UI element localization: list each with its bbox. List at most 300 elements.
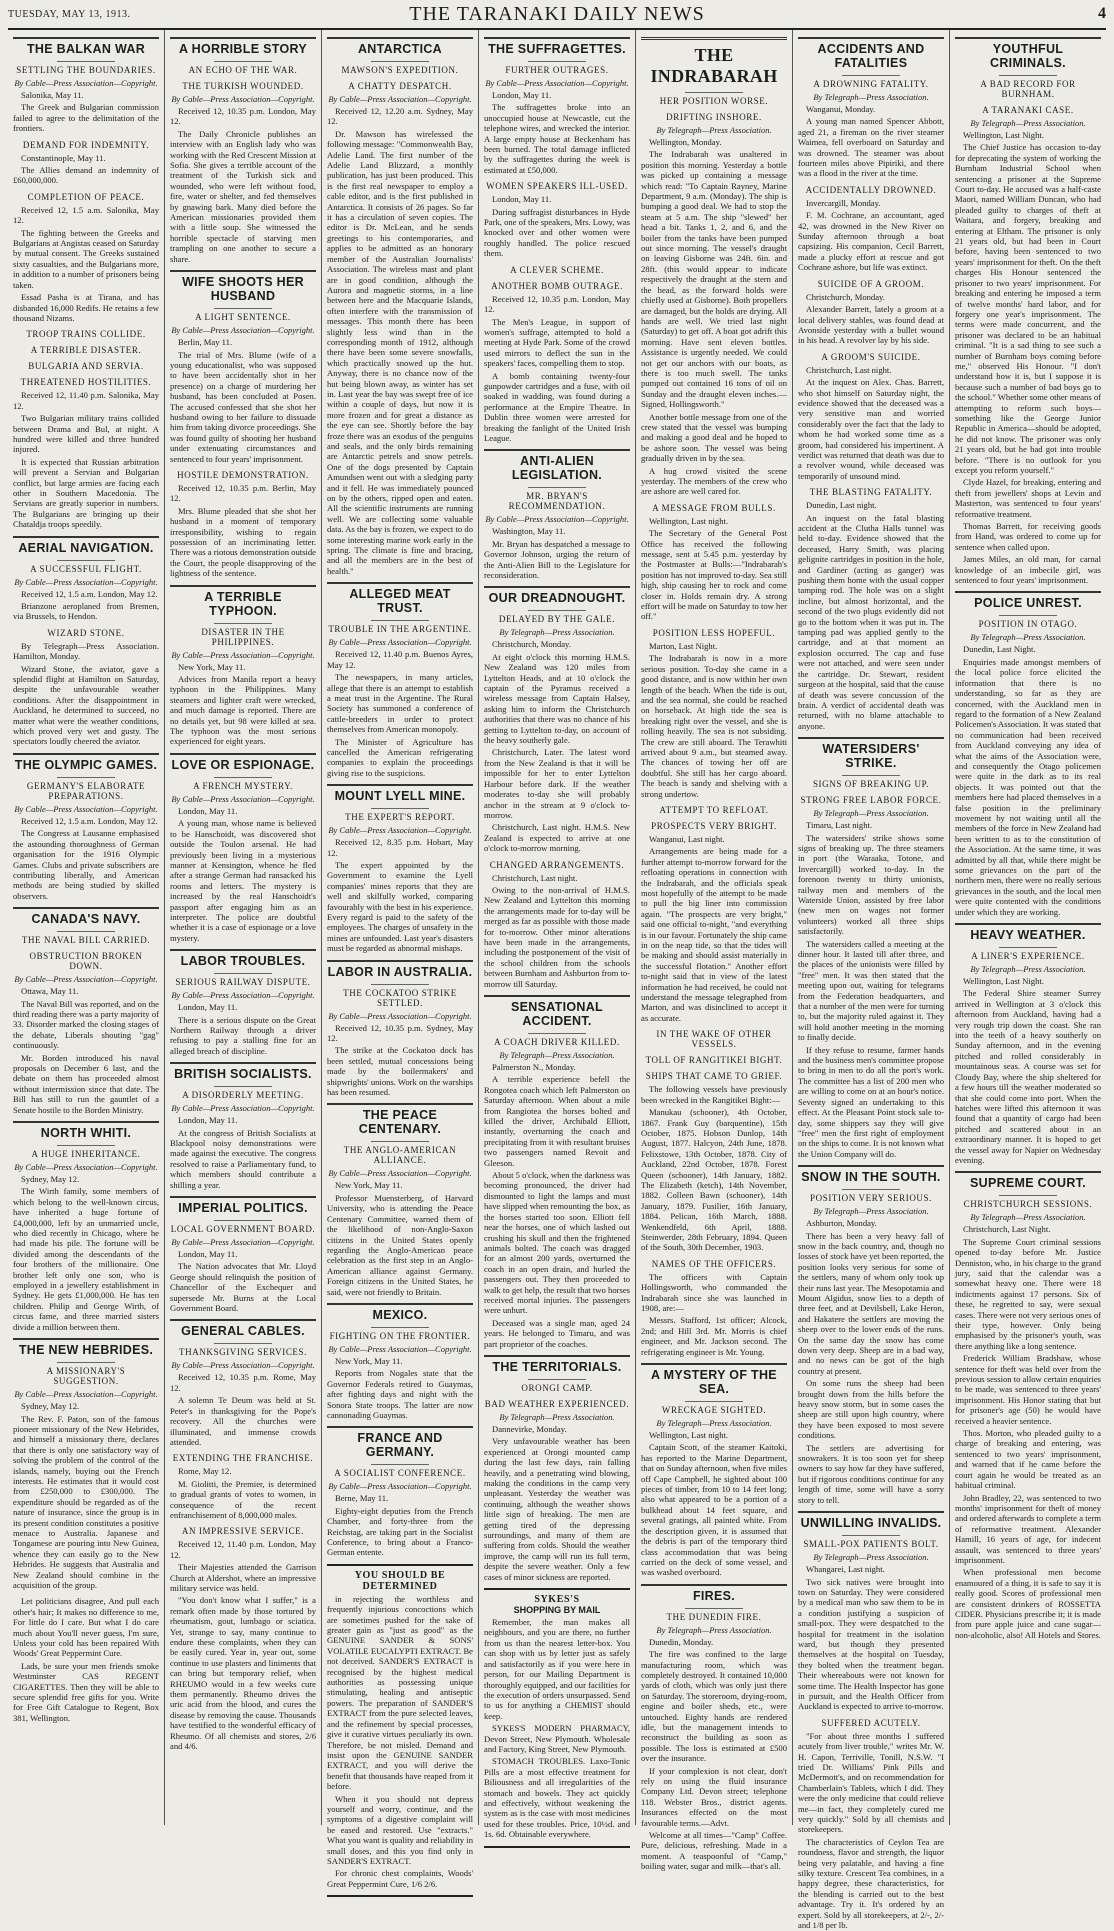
article-paragraph: Manukau (schooner), 4th October, 1867. Frank Guy (barquentine), 15th October, 1875. Hobson Dunlop, 14th August, 1877. Halcyon, 24th June, 1878. Felixstowe, 13th October, 1878. City of Auckland, 22nd October, 1878. Forest Queen (schooner), 14th January, 1882. The Elizabeth (ketch), 14th November, 1882. Colleen Bawn (schooner), 14th January, 1879. Fusilier, 16th January, 1884. Pelican, 16th March, 1888. Wenkendfeld, 6th April, 1888. Steinwerder, 28th February, 1894. Queen of the South, 30th December, 1903. bbox=[641, 1107, 787, 1253]
article-subhead: BULGARIA AND SERVIA. bbox=[28, 361, 144, 372]
article-paragraph: If they refuse to resume, farmer hands and the business men's committee propose to bring in men to do all the port's work. The committee has a list of 200 men who are willing to come on at an hour's notice. Seventy signed an undertaking to this effect. At the Pleasant Point stock sale to-day, some shippers say they will give "free" men the first right of employment on the ships to come. It is not known what the Union Company will do. bbox=[798, 1044, 944, 1159]
article-subhead: SIGNS OF BREAKING UP. bbox=[812, 779, 930, 790]
article-paragraph: Wellington, Last Night. bbox=[963, 976, 1044, 987]
article bbox=[170, 270, 316, 464]
headline-rule bbox=[842, 775, 900, 776]
article-subhead: FURTHER OUTRAGES. bbox=[505, 65, 609, 75]
article-subhead: THREATENED HOSTILITIES. bbox=[20, 377, 152, 388]
article-paragraph: Mr. Bryan has despatched a message to Governor Johnson, urging the return of the Anti-Alien Bill to the Legislature for reconsideration. bbox=[484, 538, 630, 580]
article-paragraph: The characteristics of Ceylon Tea are roundness, flavor and strength, the liquor being very palatable, and having a fine silky texture. Crescent Tea combines, in a happy degree, these characteristics, for the blending is carried out to the best advantage. Try it. It's ordered by an expert. Sold by all storekeepers, at 2/-, 2/- and 1/8 per lb. bbox=[798, 1836, 944, 1931]
article-subhead: HOSTILE DEMONSTRATION. bbox=[177, 469, 309, 480]
article bbox=[13, 907, 159, 945]
article bbox=[170, 1526, 316, 1751]
article-paragraph: Christchurch, Monday. bbox=[492, 639, 571, 650]
article-subhead: ACCIDENTALLY DROWNED. bbox=[805, 184, 937, 195]
article-subhead: ANOTHER BOMB OUTRAGE. bbox=[491, 280, 623, 291]
headline-rule bbox=[371, 984, 429, 985]
article-subhead: DEMAND FOR INDEMNITY. bbox=[22, 139, 150, 150]
article-paragraph: Dunedin, Last Night. bbox=[963, 644, 1036, 655]
article-dateline: By Cable—Press Association—Copyright. bbox=[328, 1343, 472, 1354]
article-paragraph: Sydney, May 12. bbox=[21, 1174, 80, 1184]
article bbox=[955, 105, 1101, 585]
article-paragraph: Arrangements are being made for a further attempt to-morrow forward for the refloating operations in connection with the Indrabarah, and the officials speak most hopefully of the attempt to be made to pull the big liner into commission again. "The prospects are very bright," said one official to-night, "and everything is in our favour. Fortunately the ship came in on the neap tide, so that the tides will be making and should assist materially in the successful flotation." Another effort to-night said that in view of the latest information he had received, he could not understand the message telegraphed from Marton, and was disinclined to accept it as accurate. bbox=[641, 846, 787, 1023]
article-subhead: THE BLASTING FATALITY. bbox=[809, 487, 933, 498]
article-dateline: By Cable—Press Association—Copyright. bbox=[14, 1389, 158, 1400]
article-paragraph: Wellington, Last Night. bbox=[963, 130, 1044, 140]
article bbox=[641, 1363, 787, 1578]
article-dateline: By Cable—Press Association—Copyright. bbox=[328, 1481, 472, 1492]
headline-rule bbox=[842, 75, 900, 76]
article bbox=[484, 1355, 630, 1393]
article-subhead: TOLL OF RANGITIKEI BIGHT. bbox=[645, 1055, 783, 1066]
article-paragraph: James Miles, an old man, for carnal knowledge of an imbecile girl, was sentenced to four years' imprisonment. bbox=[955, 554, 1101, 586]
article-paragraph: London, May 11. bbox=[492, 194, 552, 205]
article-paragraph: Received 12, 11.40 p.m. Salonika, May 12. bbox=[13, 390, 159, 411]
article-dateline: By Telegraph—Press Association. bbox=[499, 1050, 615, 1060]
article-paragraph: Brianzone aeroplaned from Bremen, via Brussels, to Hendon. bbox=[13, 601, 159, 622]
article-dateline: By Cable—Press Association—Copyright. bbox=[328, 94, 472, 104]
article-paragraph: Wizard Stone, the aviator, gave a splendid flight at Hamilton on Saturday, despite the unfavourable weather conditions. After the disappointment in Auckland, he determined to succeed, no matter what were the weather conditions, which proved very wet and gusty. The spectators loudly cheered the aviator. bbox=[13, 663, 159, 747]
article-paragraph: Christchurch, Monday. bbox=[806, 291, 885, 302]
article-subhead: ORONGI CAMP. bbox=[521, 1382, 593, 1393]
article bbox=[327, 1564, 473, 1897]
article-paragraph: Sydney, May 12. bbox=[21, 1401, 80, 1412]
article-subhead: POSITION IN OTAGO. bbox=[978, 619, 1078, 630]
article-dateline: By Cable—Press Association—Copyright. bbox=[328, 637, 472, 648]
article-paragraph: Messrs. Stafford, 1st officer; Alcock, 2nd; and Hill 3rd. Mr. Morris is chief engineer, and Mr. Jackson second. The refrigerating engineer is Mr. Young. bbox=[641, 1315, 787, 1357]
article-paragraph: The settlers are advertising for snowrakers. It is too soon yet for sheep owners to say how far they have suffered, but if rigorous conditions continue for any length of time, some will have a sorry story to tell. bbox=[798, 1442, 944, 1505]
article-dateline: By Telegraph—Press Association. bbox=[499, 627, 615, 638]
page-number: 4 bbox=[1098, 5, 1106, 22]
article-subhead: CHRISTCHURCH SESSIONS. bbox=[963, 1199, 1093, 1210]
article-subhead: WOMEN SPEAKERS ILL-USED. bbox=[486, 181, 628, 192]
news-column bbox=[165, 30, 322, 1825]
article-dateline: By Cable—Press Association—Copyright. bbox=[14, 803, 158, 814]
article-paragraph: Palmerston N., Monday. bbox=[492, 1062, 576, 1072]
article bbox=[484, 1588, 630, 1848]
issue-date: TUESDAY, MAY 13, 1913. bbox=[8, 8, 131, 20]
article bbox=[13, 377, 159, 529]
advertisement bbox=[484, 1588, 630, 1848]
article-paragraph: Invercargill, Monday. bbox=[806, 197, 881, 208]
article bbox=[13, 192, 159, 323]
article-paragraph: A hug crowd visited the scene yesterday. The members of the crew who are ashore are well cared for. bbox=[641, 465, 787, 497]
article-paragraph: Let politicians disagree, And pull each other's hair; It makes no difference to me, For little do I care. But what I do care much about You'll never guess, I'm sure, Unless your cold has been repaired With Woods' Great Peppermint Cure. bbox=[13, 1596, 159, 1659]
article-paragraph: Owing to the non-arrival of H.M.S. New Zealand and Lyttelton this morning the arrangements made for to-day will be merged as far as possible with those made for to-morrow. Other minor alterations have been made in the arrangements, including the postponement of the visit of the school children from the schools between Burnham and Ashburton from to-morrow till Saturday. bbox=[484, 884, 630, 989]
article-paragraph: If your complexion is not clear, don't rely on using the fluid insurance Company Ltd. Devon street; telephone 118. Webster Bros., district agents. Insurances effected on the most favourable terms.—Advt. bbox=[641, 1765, 787, 1828]
article-paragraph: Two Bulgarian military trains collided between Drama and Bul, at night. A hundred were killed and three hundred injured. bbox=[13, 413, 159, 455]
article-headline: THE TERRITORIALS. bbox=[484, 1355, 630, 1376]
article-subhead: A GROOM'S SUICIDE. bbox=[821, 351, 921, 362]
article bbox=[641, 1071, 787, 1253]
article bbox=[798, 279, 944, 346]
article-paragraph: The Daily Chronicle publishes an interview with an English lady who was working with the Red Crescent Mission at Sofia. She gives a terrible account of the treatment of the Turkish sick and wounded, who were left without food, fire, water or shelter, and fed themselves by gnawing bark. Many died before the American missionaries provided them with a little soup. She witnessed the horrible spectacle of starving men trampling on one another to secure a share. bbox=[170, 128, 316, 264]
article bbox=[798, 795, 944, 1159]
article-paragraph: Received 12, 10.35 p.m. Sydney, May 12. bbox=[327, 1022, 473, 1044]
article-paragraph: Welcome at all times—"Camp" Coffee. Pure, delicious, refreshing. Made in a moment. A teaspoonful of "Camp," boiling water, sugar and milk—that's all. bbox=[641, 1830, 787, 1872]
article bbox=[798, 185, 944, 273]
article-paragraph: It is expected that Russian arbitration will prevent a Servian and Bulgarian conflict, but large armies are facing each other in Southern Macedonia. The Servians are greatly superior in numbers. The Bulgarians are bringing up their Chataldja troops speedily. bbox=[13, 456, 159, 530]
article-paragraph: Received 12, 11.40 p.m. London, May 12. bbox=[170, 1539, 316, 1560]
article-paragraph: Alexander Barrett, lately a groom at a local delivery stables, was found dead at Avonside yesterday with a bullet wound in his head. A revolver lay by his side. bbox=[798, 304, 944, 346]
article-paragraph: Christchurch, Last Night. bbox=[963, 1224, 1051, 1235]
article-headline: ANTI-ALIEN LEGISLATION. bbox=[484, 449, 630, 484]
newspaper-title: THE TARANAKI DAILY NEWS bbox=[409, 2, 705, 25]
article-subhead: IN THE WAKE OF OTHER VESSELS. bbox=[656, 1029, 772, 1050]
news-column bbox=[793, 30, 950, 1931]
ad-text: in rejecting the worthless and frequently injurious concoctions which are sometimes pushed for the sake of greater gain as "just as good" as the GENUINE SANDER & SONS' VOLATILE EUCALYPTI EXTRACT. Be not deceived. SANDER'S EXTRACT is recognised by the highest medical authorities as possessing unique stimulating, healing and antiseptic powers. The preparation of SANDER'S EXTRACT from the pure selected leaves, and the refinement by special processes, give it curative virtues peculiarly its own. Therefore, be not misled. Demand and insist upon the GENUINE SANDER EXTRACT, and you will derive the benefit that thousands have reaped from it before. bbox=[327, 1593, 473, 1792]
headline-rule bbox=[999, 615, 1057, 616]
article-subhead: A BAD RECORD FOR BURNHAM. bbox=[980, 79, 1076, 99]
headline-rule bbox=[214, 777, 272, 778]
article-subhead: DISASTER IN THE PHILIPPINES. bbox=[201, 626, 285, 647]
article-headline: YOUTHFUL CRIMINALS. bbox=[955, 37, 1101, 72]
article-paragraph: On some runs the sheep had been brought down from the hills before the heavy snow storm, but in some cases the sheep are still upon high country, where they have been exposed to most severe conditions. bbox=[798, 1378, 944, 1441]
article-paragraph: Rome, May 12. bbox=[178, 1466, 232, 1477]
article-paragraph: Ottawa, May 11. bbox=[21, 986, 79, 997]
article-paragraph: At the inquest on Alex. Chas. Barrett, who shot himself on Saturday night, the evidence showed that the deceased was a very sensitive man and worried considerably over the fact that the lady to whom he had worked some time as a groom, had considered his impertinent. A verdict was returned that death was due to a revolver wound, while deceased was temporarily of unsound mind. bbox=[798, 377, 944, 481]
article bbox=[798, 1165, 944, 1505]
article-headline: ANTARCTICA bbox=[327, 37, 473, 58]
article-paragraph: Received 12, 1.5 a.m. Salonika, May 12. bbox=[13, 204, 159, 226]
masthead bbox=[8, 0, 1106, 30]
article-dateline: By Telegraph—Press Association. bbox=[656, 1418, 772, 1429]
article-paragraph: Received 12, 8.35 p.m. Hobart, May 12. bbox=[327, 837, 473, 858]
article-headline: THE OLYMPIC GAMES. bbox=[13, 753, 159, 774]
article bbox=[955, 1171, 1101, 1640]
article-paragraph: Captain Scott, of the steamer Kaitoki, has reported to the Marine Department, that on Sunday afternoon, when five miles off Cape Campbell, he sighted about 100 pieces of timber, from 10 to 14 feet long; also what appeared to be a portion of a bulkhead about 14 feet square, and several gratings, all painted white. From the description given, it is assumed that the debris is part of the temporary third class accommodation that was being carried on the deck of some vessel, and was washed overboard. bbox=[641, 1442, 787, 1578]
headline-rule bbox=[214, 1086, 272, 1087]
article-paragraph: The suffragettes broke into an unoccupied house at Newcastle, cut the telephone wires, and wrecked the interior. A large empty house at Beckenham has been burned. The total damage inflicted by the suffragettes during the week is estimated at £50,000. bbox=[484, 102, 630, 175]
article bbox=[798, 487, 944, 731]
article bbox=[170, 1319, 316, 1447]
ad-text: When it you should not depress yourself and worry, continue, and the symptoms of a digestive complaint will be eased and restored. Use "extracts." What you want is quality and reliability in small doses, and this you find only in SANDER'S EXTRACT. bbox=[327, 1793, 473, 1866]
article-paragraph: A young man, whose name is believed to be Hanschoidt, was discovered shot outside the Toulon arsenal. He had previously been living in a mysterious manner at Kensington, whence he fled after a strange German had ransacked his rooms and letters. The mystery is increased by the real Hanschoidt's passport after engaging him as an interpreter. The police are doubtful whether it is a case of espionage or a love mystery. bbox=[170, 818, 316, 943]
headline-rule bbox=[685, 92, 743, 93]
article-headline: FRANCE AND GERMANY. bbox=[327, 1426, 473, 1461]
article-subhead: WRECKAGE SIGHTED. bbox=[661, 1405, 767, 1416]
article bbox=[327, 1103, 473, 1296]
article-subhead: NAMES OF THE OFFICERS. bbox=[651, 1258, 777, 1269]
article bbox=[327, 37, 473, 75]
article-subhead: A CLEVER SCHEME. bbox=[510, 264, 604, 275]
article-dateline: By Cable—Press Association—Copyright. bbox=[328, 1168, 472, 1179]
article-dateline: By Cable—Press Association—Copyright. bbox=[171, 325, 315, 336]
article-subhead: A TARANAKI CASE. bbox=[982, 105, 1074, 115]
article-headline: A HORRIBLE STORY bbox=[170, 37, 316, 58]
article-paragraph: London, May 11. bbox=[178, 805, 238, 816]
article-subhead: A MESSAGE FROM BULLS. bbox=[652, 502, 776, 513]
article-subhead: GERMANY'S ELABORATE PREPARATIONS. bbox=[26, 780, 146, 801]
ad-text: For chronic chest complaints, Woods' Great Peppermint Cure, 1/6 2/6. bbox=[327, 1868, 473, 1889]
article bbox=[170, 1196, 316, 1313]
article bbox=[13, 361, 159, 371]
article-paragraph: Dannevirke, Monday. bbox=[492, 1423, 567, 1434]
article-subhead: THE NAVAL BILL CARRIED. bbox=[21, 935, 151, 946]
article-paragraph: A young man named Spencer Abbott, aged 21, a fireman on the river steamer Waimea, fell overboard on Saturday and was drowned. The steamer was about fourteen miles above Pipiriki, and there was a flood in the river at the time. bbox=[798, 116, 944, 179]
article-paragraph: "For about three months I suffered acutely from liver trouble," writes Mr. W. H. Capon, Terriville, Tonill, N.S.W. "I tried Dr. Williams' Pink Pills and McDermott's, and on recommendation for Chamberlain's Tablets, which I did. They were the only medicine that could relieve me—in fact, they completely cured me very quickly." Sold by all chemists and storekeepers. bbox=[798, 1730, 944, 1835]
article-paragraph: Berne, May 11. bbox=[335, 1493, 389, 1504]
article-subhead: DRIFTING INSHORE. bbox=[666, 112, 762, 122]
article-subhead: TROOP TRAINS COLLIDE. bbox=[26, 329, 146, 340]
article-dateline: By Telegraph—Press Association. bbox=[813, 1206, 929, 1217]
article bbox=[484, 586, 630, 853]
article bbox=[327, 784, 473, 953]
advertisement bbox=[327, 1564, 473, 1897]
article-dateline: By Cable—Press Association—Copyright. bbox=[171, 94, 315, 104]
article-subhead: TROUBLE IN THE ARGENTINE. bbox=[328, 624, 472, 635]
headline-rule bbox=[999, 75, 1057, 76]
article-subhead: A LINER'S EXPERIENCE. bbox=[971, 951, 1085, 962]
news-column bbox=[322, 30, 479, 1889]
article-paragraph: The Chief Justice has occasion to-day for deprecating the system of working the Burnham Industrial School when sentencing a prisoner at the Supreme Court to-day. He accused was a half-caste Maori, named William Duncan, who had pleaded guilty to charges of theft at Waitara, and forgery, breaking and entering at Eltham. The prisoner is only 21 years old, but had been in Court before, having been sentenced to two years' imprisonment for theft. On the theft charges His Honour sentenced the prisoner to two years' imprisonment. For breaking and entering he imposed a term of twelve months' hard labor, and for forgery one year's imprisonment. The terms were made concurrent, and the prisoner was declared to be an habitual criminal. "It is a sad thing to see such a number of Burnham boys coming before me," observed His Honour. "I don't understand how it is, but I suppose it is because such a number of bad boys go to the school." Whether some other means of attempting to reform such boys—something like the George Junior Republic in America—should be adopted, he did not know. The prisoner was only 21 years old, but he had got into trouble before. "There is no outlook for you except you reform yourself." bbox=[955, 142, 1101, 475]
ad-title: SYKES'S bbox=[534, 1594, 580, 1606]
headline-rule bbox=[528, 610, 586, 611]
article-dateline: By Cable—Press Association—Copyright. bbox=[171, 793, 315, 804]
headline-rule bbox=[685, 1401, 743, 1402]
article-headline: CANADA'S NAVY. bbox=[13, 907, 159, 928]
article-headline: AERIAL NAVIGATION. bbox=[13, 536, 159, 557]
headline-rule bbox=[371, 61, 429, 62]
article-dateline: By Cable—Press Association—Copyright. bbox=[14, 974, 158, 985]
article-paragraph: Deceased was a single man, aged 24 years. He belonged to Timaru, and was part proprietor of the coaches. bbox=[484, 1317, 630, 1349]
article-paragraph: John Bradley, 22, was sentenced to two months' imprisonment for theft of money and ordered afterwards to complete a term of reformative treatment. Alexander Hamill, 16 years of age, for indecent assault, was sentenced to three years' imprisonment. bbox=[955, 1492, 1101, 1565]
article-headline: THE INDRABARAH bbox=[641, 37, 787, 89]
article-headline: OUR DREADNOUGHT. bbox=[484, 586, 630, 607]
article-paragraph: London, May 11. bbox=[178, 1249, 238, 1260]
article-subhead: COMPLETION OF PEACE. bbox=[27, 191, 145, 202]
article-dateline: By Telegraph—Press Association. bbox=[813, 92, 929, 102]
article-dateline: By Cable—Press Association—Copyright. bbox=[14, 576, 158, 587]
article-headline: MOUNT LYELL MINE. bbox=[327, 784, 473, 805]
article-paragraph: The Nation advocates that Mr. Lloyd George should relinquish the position of Chancellor of the Exchequer and supersede Mr. Burns at the Local Government Board. bbox=[170, 1261, 316, 1314]
article-dateline: By Cable—Press Association—Copyright. bbox=[171, 1237, 315, 1248]
article-paragraph: There has been a very heavy fall of snow in the back country, and, though no losses of stock have yet been reported, the position looks very serious for some of the settlers, many of whom only took up their runs last year. The Mesopotamia and Mount Algidus, snow lies to a depth of three feet, and at Devilsbell, Lake Heron, and Hakatere the settlers are moving the sheep over to the lower ends of the runs. On the same day the snow has come down very deep. Sheep are in a bad way, and no news can be got of the high country at present. bbox=[798, 1230, 944, 1376]
article bbox=[641, 112, 787, 497]
article-subhead: SERIOUS RAILWAY DISPUTE. bbox=[175, 977, 311, 988]
article-dateline: By Telegraph—Press Association. bbox=[499, 1411, 615, 1422]
article-paragraph: By Telegraph—Press Association. Hamilton, Monday. bbox=[13, 640, 159, 662]
article bbox=[170, 37, 316, 75]
article-subhead: SMALL-POX PATIENTS BOLT. bbox=[803, 1539, 939, 1550]
article-paragraph: The Congress at Lausanne emphasised the astounding thoroughness of German organisation for the 1916 Olympic Games. Clubs and private subscribers are contributing liberally, and American methods are being studied by skilled observers. bbox=[13, 828, 159, 901]
article-paragraph: Christchurch, Last night. H.M.S. New Zealand is expected to arrive at one o'clock to-morrow morning. bbox=[484, 822, 630, 854]
article-subhead: THE TURKISH WOUNDED. bbox=[182, 81, 304, 91]
article-headline: IMPERIAL POLITICS. bbox=[170, 1196, 316, 1217]
article-paragraph: Dunedin, Last night. bbox=[806, 500, 877, 511]
headline-rule bbox=[214, 1220, 272, 1221]
article-subhead: ATTEMPT TO REFLOAT. bbox=[659, 804, 769, 815]
article-paragraph: Christchurch, Later. The latest word from the New Zealand is that it will be impossible for her to enter Lyttelton Harbour before dark. If the weather moderates to-day she will probably anchor in the stream at 9 o'clock to-morrow. bbox=[484, 747, 630, 820]
article-subhead: A SOCIALIST CONFERENCE. bbox=[334, 1468, 466, 1479]
article-paragraph: Wellington, Last night. bbox=[649, 515, 729, 526]
article bbox=[13, 628, 159, 747]
article bbox=[955, 923, 1101, 1165]
article-paragraph: Christchurch, Last night. bbox=[492, 872, 578, 883]
article bbox=[13, 1338, 159, 1590]
article-paragraph: Very unfavourable weather has been experienced at Orongi mounted camp during the last few days, rain falling heavily, and a penetrating wind blowing, making the conditions in the camp very unpleasant. Yesterday the weather was continuing, although the weather shows little sign of breaking. The men are getting tired of the depressing surroundings, and many of them are suffering from colds. Should the weather improve, the camp will run its full term, despite the severe weather. Only a few cases of minor sickness are reported. bbox=[484, 1436, 630, 1582]
article-paragraph: London, May 11. bbox=[178, 1115, 238, 1126]
headline-rule bbox=[371, 1464, 429, 1465]
article bbox=[641, 805, 787, 815]
article-paragraph: M. Giolitti, the Premier, is determined to gradual grants of votes to women, in consequence of the recent enfranchisement of 8,000,000 males. bbox=[170, 1478, 316, 1520]
article-paragraph: Received 12, 11.40 p.m. Buenos Ayres, May 12. bbox=[327, 649, 473, 670]
article-paragraph: Ashburton, Monday. bbox=[806, 1218, 877, 1229]
article-paragraph: The Naval Bill was reported, and on the third reading there was a party majority of 33. Disorder marked the closing stages of the debate, Liberals shouting "gag" continuously. bbox=[13, 998, 159, 1051]
article-subhead: WIZARD STONE. bbox=[47, 627, 125, 638]
column-container bbox=[8, 30, 1106, 1931]
article-paragraph: The following vessels have previously been wrecked in the Rangitikei Bight:— bbox=[641, 1084, 787, 1105]
headline-rule bbox=[57, 560, 115, 561]
article-paragraph: Reports from Nogales state that the Governor Federals retired to Guaymas, after fighting days and night with the Sonora State troops. The latter are now cannonading Guaymas. bbox=[327, 1368, 473, 1420]
article-paragraph: A terrible experience befell the Rongotea coach which left Palmerston on Saturday afternoon. When about a mile from Rangiotea the horses bolted and killed the driver, Archibald Elliott, instantly, overturning the coach and precipitating from it with resultant bruises two passengers named Revoit and Gleeson. bbox=[484, 1074, 630, 1168]
article-paragraph: Essad Pasha is at Tirana, and has disbanded 16,000 Redifs. He retains a few thousand Nizams. bbox=[13, 292, 159, 323]
article bbox=[641, 628, 787, 799]
article bbox=[170, 585, 316, 747]
article-subhead: A FRENCH MYSTERY. bbox=[193, 780, 293, 791]
article-dateline: By Telegraph—Press Association. bbox=[813, 1552, 929, 1563]
article-headline: FIRES. bbox=[641, 1584, 787, 1605]
article-paragraph: Lads, be sure your men friends smoke Westminster CAS REGENT CIGARETTES. Then they will be able to secure splendid free gifts for you. Write for Free Gift Catalogue to Regent, Box 381, Wellington. bbox=[13, 1660, 159, 1723]
article bbox=[170, 1062, 316, 1190]
article-paragraph: The Greek and Bulgarian commission failed to agree to the delimitation of the frontiers. bbox=[13, 102, 159, 134]
article-headline: HEAVY WEATHER. bbox=[955, 923, 1101, 944]
article-paragraph: Dr. Mawson has wirelessed the following message: "Commonwealth Bay, Adelie Land. The first number of the Adelie Land Blizzard, a monthly publication, has just been produced. This is the first real newspaper to employ a cable editor, and is the first published in Antarctica. It consists of 26 pages. So far it has a circulation of seven copies. The editor is Dr. McLean, and he sends greetings to his contemporaries, and applies to be admitted as an honorary member of the Australian Journalists' Association. The wireless mast and plant are in good condition, although the Aurora and magnetic storms, in a line between here and the Macquarie Islands, often interfere with the transmission of messages. This month there has been slightly less wind than in the corresponding month of 1912, although there have been some severe snowfalls, which practically snowed up the hut. Anyway, there is no chance now of the hut being blown away, as winter has set in. Last year the bay was swept free of ice within a couple of days, but now it is more frozen and for great a distance as the eye can see. Shortly before the bay froze there was an exodus of the penguins and seals, and the only birds remaining are Antarctic petrels and snow petrels. One of the dogs presented by Captain Amundsen went out with a sledging party and it fell. He was immediately pounced on by the others, ripped open and eaten. All the scientific instruments are running well. We are collecting some valuable data. As the bay is frozen, we expect to do some interesting marine work early in the spring. The climate is fine and bracing, and all the members are in the best of health." bbox=[327, 128, 473, 576]
article-headline: THE BALKAN WAR bbox=[13, 37, 159, 58]
article-subhead: AN ECHO OF THE WAR. bbox=[188, 65, 298, 75]
article bbox=[641, 821, 787, 1023]
headline-rule bbox=[214, 61, 272, 62]
article-dateline: By Telegraph—Press Association. bbox=[970, 632, 1086, 643]
article-paragraph: The strike at the Cockatoo dock has been settled, mutual concessions being made by the boilermakers' and shipwrights' unions. Work on the warships has been resumed. bbox=[327, 1045, 473, 1098]
article-subhead: A SUCCESSFUL FLIGHT. bbox=[30, 563, 142, 574]
headline-rule bbox=[685, 1608, 743, 1609]
article-paragraph: When professional men become enamoured of a thing, it is safe to say it is really good. Scores of professional men are consistent drinkers of ROSSETTA CIDER. Physicians prescribe it; it is made from pure apple juice and cane sugar—non-alcoholic, also! All Hotels and Stores. bbox=[955, 1567, 1101, 1640]
headline-rule bbox=[528, 61, 586, 62]
article-dateline: By Cable—Press Association—Copyright. bbox=[14, 1162, 158, 1172]
article-subhead: POSITION VERY SERIOUS. bbox=[810, 1193, 932, 1204]
article-headline: A TERRIBLE TYPHOON. bbox=[170, 585, 316, 620]
article-paragraph: Another bottle message from one of the crew stated that the vessel was bumping and making a good deal and he hoped to be ashore soon. The vessel was being gradually driven in by the sea. bbox=[641, 411, 787, 464]
article-paragraph: The Supreme Court criminal sessions opened to-day before Mr. Justice Denniston, who, in his charge to the grand jury, said that the calendar was a somewhat heavy one. There were 18 indictments against 17 persons. Six of these, he regretted to say, were sexual cases. There were not very serious ones of their type, however. Only being emphasised by the prisoner's youth, was there anything like a long sentence. bbox=[955, 1236, 1101, 1351]
article-paragraph: At the congress of British Socialists at Blackpool noisy demonstrations were made against the executive. The congress resolved to raise a Parliamentary fund, to which members should contribute a shilling a year. bbox=[170, 1127, 316, 1190]
article-dateline: By Telegraph—Press Association. bbox=[970, 964, 1086, 975]
article bbox=[484, 181, 630, 258]
article-headline: A MYSTERY OF THE SEA. bbox=[641, 1363, 787, 1398]
article-paragraph: Two sick natives were brought into town on Saturday. They were considered by a medical man who saw them to be in a condition justifying a suspicion of small-pox. They were despatched to the hospital for treatment in the isolation ward, but though they presented themselves at the hospital on Tuesday, they bolted when the treatment began. Their whereabouts were not known for some time. The Health Inspector has gone in pursuit, and the Health Officer from Auckland is expected to arrive to-morrow. bbox=[798, 1576, 944, 1712]
article-subhead: FIGHTING ON THE FRONTIER. bbox=[329, 1330, 471, 1341]
article-paragraph: The watersiders' strike shows some signs of breaking up. The three steamers in port (the Waraaka, Totone, and Invercargill) worked to-day. In the forenoon twenty to thirty unionists, railway men and members of the Waterside Union, assisted by free labor (new men on wages not former volunteers) worked all three ships satisfactorily. bbox=[798, 832, 944, 937]
headline-rule bbox=[214, 973, 272, 974]
article-subhead: A MISSIONARY'S SUGGESTION. bbox=[46, 1366, 126, 1387]
article-dateline: By Cable—Press Association—Copyright. bbox=[485, 78, 629, 88]
article-subhead: A HUGE INHERITANCE. bbox=[31, 1149, 141, 1159]
article-subhead: CHANGED ARRANGEMENTS. bbox=[489, 859, 625, 870]
article-dateline: By Cable—Press Association—Copyright. bbox=[14, 78, 158, 88]
article-headline: BRITISH SOCIALISTS. bbox=[170, 1062, 316, 1083]
article-dateline: By Cable—Press Association—Copyright. bbox=[171, 990, 315, 1001]
article-paragraph: Received 12, 12.20 a.m. Sydney, May 12. bbox=[327, 106, 473, 127]
article-paragraph: The Secretary of the General Post Office has received the following message, sent at 5.45 p.m. yesterday by the Postmaster at Bulls:—"Indrabarah's position has not improved to-day. Sea still high, ship causing her to rock and come closer in. Holds remain dry. A strong effort will be made on Saturday to tow her off." bbox=[641, 528, 787, 622]
article-subhead: LOCAL GOVERNMENT BOARD. bbox=[170, 1224, 316, 1235]
article-subhead: SUFFERED ACUTELY. bbox=[821, 1717, 921, 1728]
article bbox=[484, 37, 630, 175]
article-subhead: A COACH DRIVER KILLED. bbox=[494, 1037, 620, 1047]
article-paragraph: Professor Muensterberg, of Harvard University, who is attending the Peace Centenary Committee, warned them of the likelihood of non-Anglo-Saxon citizens in the United States openly regarding the Anglo-American peace celebration as the first step in an Anglo-American alliance against Germany. Foreign citizens in the United States, he said, were not friendly to Britain. bbox=[327, 1192, 473, 1297]
article-paragraph: Received 12, 10.35 p.m. Rome, May 12. bbox=[170, 1372, 316, 1393]
article-paragraph: The Wirth family, some members of which belong to the well-known circus, have inherited a huge fortune of £4,000,000, left by an unmarried uncle, who died recently in Chicago, where he had made his pile. The fortune will be divided among the descendants of the four brothers of the millionaire. One brother left only one son, who is employed in a jewellery establishment in Sydney. He gets £1,000,000. He has ten children. Philip and George Wirth, of circus fame, and three married sisters divide a million between them. bbox=[13, 1186, 159, 1332]
article bbox=[327, 582, 473, 778]
article-headline: NORTH WHITI. bbox=[13, 1121, 159, 1142]
article-dateline: By Cable—Press Association—Copyright. bbox=[171, 649, 315, 660]
article bbox=[13, 1121, 159, 1332]
article-paragraph: Enquiries made amongst members of the local police force elicited the information that there is no understanding, so far as they are concerned, with the Auckland men in regard to the formation of a New Zealand Policemen's Association. It was stated that no communication had been received from Auckland conveying any idea of what the aims of the Association were, and consequently the Otago policemen were quite in the dark as to its real objects. It was pointed out that the members here had placed themselves in a false position in the preliminary movement by not waiting until all the members of the force in New Zealand had been written to as to the constitution of the Association. At the same time, it was admitted by all that, while there might be some grievances on the part of the northern men, there were no really serious grievances in the south, and the local men were quite contented with the conditions under which they are working. bbox=[955, 656, 1101, 917]
article-subhead: AN IMPRESSIVE SERVICE. bbox=[181, 1526, 305, 1537]
article bbox=[13, 345, 159, 355]
article-paragraph: London, May 11. bbox=[178, 1002, 238, 1013]
headline-rule bbox=[57, 931, 115, 932]
article bbox=[798, 1511, 944, 1712]
article-subhead: SETTLING THE BOUNDARIES. bbox=[16, 65, 156, 75]
article-paragraph: The Rev. F. Paton, son of the famous pioneer missionary of the New Hebrides, and himself a missionary there, declares that there is only one satisfactory way of solving the problem of the control of the islands, namely, buying out the French interests. He estimates that it would cost from £250,000 to £300,000. The expenditure should be regarded as of the nature of insurance, since the group is in its present condition constitutes a positive menace to Australia. Japanese and Tongamese are pouring into New Guinea, whence they can easily go to the New Hebrides. He suggests that Australia and New Zealand should combine in the acquisition of the group. bbox=[13, 1413, 159, 1590]
article-paragraph: An inquest on the fatal blasting accident at the Clutha Halls tunnel was held to-day. Evidence showed that the deceased, Harry Smith, was placing gelignite cartridges in position in the hole, and Gardiner (acting as ganger) was pushing them home with the usual copper tamping rod. The hole was on a slight incline, but almost horizontal, and the second of the two plugs evidently did not go to the bottom when it was put in. The tamping pad was applied gently to the cartridge, and at that moment an explosion occurred. The cap and fuse were not attached, and were seen under the cartridge. Dr. Stewart, resident surgeon at the hospital, said that the cause of death was severe concussion of the brain. A verdict of accidental death was returned, with no blame attachable to anyone. bbox=[798, 512, 944, 731]
article-paragraph: Clyde Hazel, for breaking, entering and theft from jewellers' shops at Levin and Masterton, was sentenced to four years' reformative treatment. bbox=[955, 477, 1101, 519]
article-paragraph: The Indrabarah was unaltered in position this morning. Yesterday a bottle was picked up containing a message which read: "To Captain Rayney, Marine Department, 9 a.m. (Monday). The ship is bumping a good deal. We had to stop the steam at 5 a.m. The ship "slewed" her head a bit. Tanks 1, 2, and 6, and the boiler from the tanks have been pumped out since morning. The vessel's draught on leaving Gisborne was 24ft. 6in. and 28ft. (this would appear to indicate respectively the draught at the stern and the head, as the forward holds were chiefly used at Gisborne). Both propellers are damaged, but the holds are drying. All hands are well. We tried last night (Saturday) to get off. A boat got adrift this morning. Have sent eleven bottles. Assistance is urgently needed. We could not get our anchors with our boats, as there is too much swell. The tanks pumped out contained 16 tons of oil on Sunday and the draught eleven inches.—Signed, Hollingsworth." bbox=[641, 149, 787, 410]
article-headline: THE SUFFRAGETTES. bbox=[484, 37, 630, 58]
article-paragraph: The Indrabarah is now in a more serious position. To-day she came in a good distance, and is now within her own length of the beach. When the tide is out, and the sea normal, she could be reached on horseback. At high tide the sea is breaking right over the vessel, and she is rolling heavily. The sea is not subsiding. The crew are still aboard. The Terawhiti arrived about 9 a.m., but steamed away. The chances of towing her off are doubtful. She still has her cargo aboard. The beach is sandy and shelving with a strong undertow. bbox=[641, 653, 787, 799]
headline-rule bbox=[57, 1362, 115, 1363]
ad-text: STOMACH TROUBLES. Laxo-Tonic Pills are a most effective treatment for Biliousness and all irregularities of the stomach and bowels. They act quickly and effectively, without weakening the system as is the case with most medicines used for these troubles. Price, 10½d. and 1s. 6d. Obtainable everywhere. bbox=[484, 1756, 630, 1840]
article bbox=[170, 81, 316, 264]
article bbox=[13, 753, 159, 901]
article-headline: WATERSIDERS' STRIKE. bbox=[798, 737, 944, 772]
article-dateline: By Cable—Press Association—Copyright. bbox=[328, 825, 472, 836]
article bbox=[641, 1584, 787, 1872]
headline-rule bbox=[57, 777, 115, 778]
headline-rule bbox=[214, 623, 272, 624]
article-paragraph: The trial of Mrs. Blume (wife of a young educationalist, who was supposed to have been accidentally shot in her presence) on a charge of murdering her husband, has been concluded at Posen. The accused confessed that she shot her husband owing to her failure to dissuade him from taking divorce proceedings. She was found guilty of shooting her husband under extenuating circumstances and sentenced to four years' imprisonment. bbox=[170, 349, 316, 464]
article-dateline: By Cable—Press Association—Copyright. bbox=[171, 1360, 315, 1371]
article-headline: THE PEACE CENTENARY. bbox=[327, 1103, 473, 1138]
article-subhead: THE DUNEDIN FIRE. bbox=[666, 1611, 762, 1622]
article-paragraph: Constantinople, May 11. bbox=[21, 152, 106, 163]
news-column bbox=[636, 30, 793, 1872]
article-subhead: SUICIDE OF A GROOM. bbox=[817, 278, 925, 289]
article-paragraph: F. M. Cochrane, an accountant, aged 42, was drowned in the New River on Sunday afternoon through a boat capsizing. His companion, Cecil Barrett, made a plucky effort at rescue and got Cochrane ashore, but life was extinct. bbox=[798, 210, 944, 273]
article-subhead: MAWSON'S EXPEDITION. bbox=[341, 65, 459, 75]
article-dateline: By Cable—Press Association—Copyright. bbox=[485, 514, 629, 525]
article bbox=[484, 265, 630, 275]
article-paragraph: Received 12, 10.35 p.m. London, May 12. bbox=[170, 106, 316, 127]
article bbox=[641, 1029, 787, 1049]
article bbox=[484, 995, 630, 1349]
article bbox=[13, 140, 159, 186]
article-paragraph: Received 12, 10.35 p.m. London, May 12. bbox=[484, 293, 630, 315]
article-paragraph: Eighty-eight deputies from the French Chamber, and forty-three from the Reichstag, are taking part in the Socialist Conference, to bring about a Franco-German entente. bbox=[327, 1505, 473, 1558]
article-paragraph: Christchurch, Last night. bbox=[806, 364, 892, 375]
article bbox=[798, 1718, 944, 1931]
article-paragraph: Their Majesties attended the Garrison Church at Aldershot, where an impressive military service was held. bbox=[170, 1562, 316, 1593]
headline-rule bbox=[371, 1141, 429, 1142]
headline-rule bbox=[842, 1189, 900, 1190]
article-paragraph: Marton, Last Night. bbox=[649, 640, 718, 651]
article-dateline: By Telegraph—Press Association. bbox=[813, 808, 929, 819]
article-headline: LOVE OR ESPIONAGE. bbox=[170, 753, 316, 774]
article bbox=[170, 753, 316, 943]
article bbox=[955, 591, 1101, 917]
article bbox=[641, 503, 787, 622]
article-paragraph: Wanganui, Last night. bbox=[649, 833, 725, 844]
